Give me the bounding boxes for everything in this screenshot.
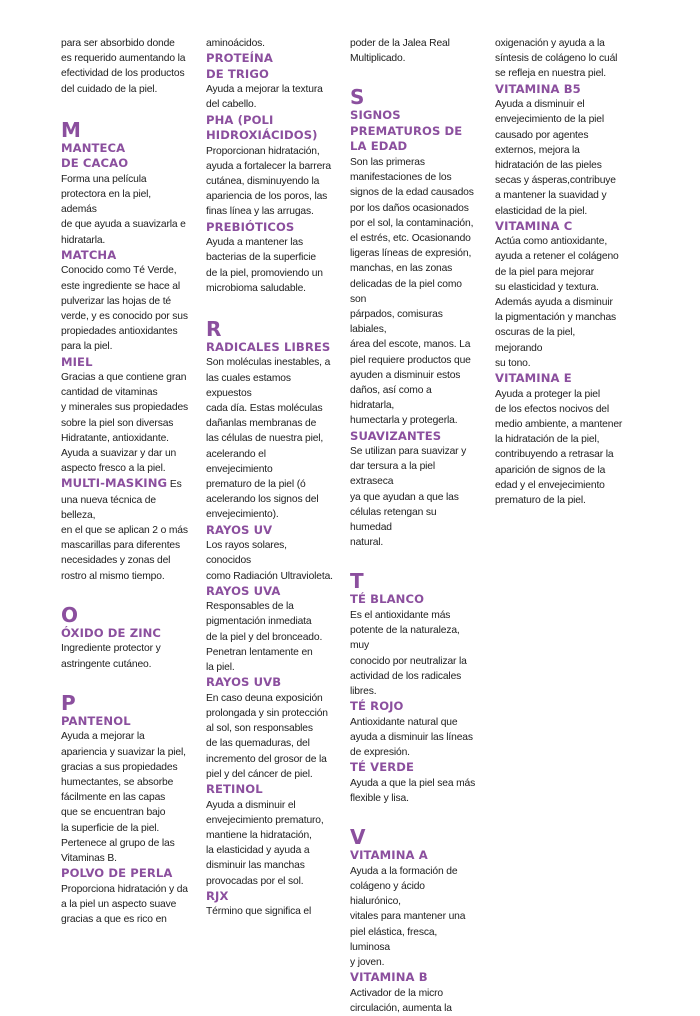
def-manteca-de-cacao: Forma una película protectora en la piel, además de que ayuda a suavizarla e hidratarla. — [61, 173, 186, 246]
term-signos-prematuros: SIGNOS PREMATUROS DE LA EDAD — [350, 108, 463, 154]
def-proteina-de-trigo: Ayuda a mejorar la textura del cabello. — [206, 84, 323, 111]
term-te-blanco: TÉ BLANCO — [350, 592, 425, 607]
term-radicales-libres: RADICALES LIBRES — [206, 339, 331, 354]
col4-intro: oxigenación y ayuda a la síntesis de colágeno lo cuál se refleja en nuestra piel. — [495, 38, 618, 80]
def-suavizantes: Se utilizan para suavizar y dar tersura a la piel extraseca ya que ayudan a que las células retengan su humedad natural. — [350, 446, 467, 549]
term-multi-masking: MULTI-MASKING — [61, 476, 168, 491]
term-pantenol: PANTENOL — [61, 713, 131, 728]
term-te-verde: TÉ VERDE — [350, 760, 415, 775]
def-multi-masking: Es una nueva técnica de belleza, en el que se aplican 2 o más mascarillas para diferentes necesidades y zonas del rostro al mismo tiempo. — [61, 479, 188, 582]
term-rayos-uvb: RAYOS UVB — [206, 675, 282, 690]
multi-masking-entry — [61, 476, 189, 583]
term-matcha: MATCHA — [61, 247, 117, 262]
def-prebioticos: Ayuda a mantener las bacterias de la superficie de la piel, promoviendo un microbioma saludable. — [206, 237, 323, 294]
term-vitamina-b5: VITAMINA B5 — [495, 81, 581, 96]
term-vitamina-b: VITAMINA B — [350, 970, 428, 985]
col3-intro: poder de la Jalea Real Multiplicado. — [350, 38, 450, 65]
def-te-rojo: Antioxidante natural que ayuda a disminuir las líneas de expresión. — [350, 716, 473, 759]
def-rayos-uva: Responsables de la pigmentación inmediata de la piel y del bronceado. Penetran lentamente en la piel. — [206, 601, 323, 674]
def-rjx: Término que significa el — [206, 906, 312, 918]
def-vitamina-a: Ayuda a la formación de colágeno y ácido hialurónico, vitales para mantener una piel elástica, fresca, luminosa y joven. — [350, 865, 466, 968]
def-pha: Proporcionan hidratación, ayuda a fortalecer la barrera cutánea, disminuyendo la apariencia de los poros, las finas línea y las arrugas. — [206, 145, 332, 218]
def-vitamina-b5: Ayuda a disminuir el envejecimiento de la piel causado por agentes externos, mejora la hidratación de las pieles secas y ásperas,contribuye a mantener la suavidad y elasticidad de la piel. — [495, 99, 616, 217]
column-3 — [350, 36, 478, 1016]
term-rayos-uva: RAYOS UVA — [206, 583, 281, 598]
def-polvo-de-perla: Proporciona hidratación y da a la piel un aspecto suave gracias a que es rico en — [61, 883, 188, 926]
term-proteina-de-trigo: PROTEÍNA DE TRIGO — [206, 51, 273, 81]
term-vitamina-a: VITAMINA A — [350, 848, 428, 863]
def-rayos-uvb: En caso deuna exposición prolongada y sin protección al sol, son responsables de las quemaduras, del incremento del grosor de la piel y del cáncer de piel. — [206, 692, 328, 780]
col2-intro: aminoácidos. — [206, 38, 265, 49]
term-pha: PHA (POLI HIDROXIÁCIDOS) — [206, 112, 318, 143]
letter-m-heading: M — [61, 117, 81, 142]
letter-s-heading: S — [350, 85, 365, 110]
term-prebioticos: PREBIÓTICOS — [206, 219, 295, 234]
def-miel: Gracias a que contiene gran cantidad de vitaminas y minerales sus propiedades sobre la piel son diversas Hidratante, antioxidante. Ayuda a suavizar y dar un aspecto fresco a la piel. — [61, 372, 189, 475]
term-vitamina-e: VITAMINA E — [495, 371, 572, 386]
def-oxido-de-zinc: Ingrediente protector y astringente cutáneo. — [61, 643, 161, 670]
def-matcha: Conocido como Té Verde, este ingrediente se hace al pulverizar las hojas de té verde, y es conocido por sus propiedades antioxidantes para la piel. — [61, 265, 188, 353]
letter-t-heading: T — [350, 569, 364, 594]
def-vitamina-e: Ayuda a proteger la piel de los efectos nocivos del medio ambiente, a mantener la hidratación de la piel, contribuyendo a retrasar la aparición de signos de la edad y el envejecimiento prematuro de la piel. — [495, 388, 623, 506]
term-rayos-uv: RAYOS UV — [206, 522, 273, 537]
letter-r-heading: R — [206, 316, 222, 341]
col1-intro: para ser absorbido donde es requerido aumentando la efectividad de los productos del cuidado de la piel. — [61, 38, 186, 95]
term-rjx: RJX — [206, 888, 229, 903]
letter-p-heading: P — [61, 690, 76, 715]
def-te-blanco: Es el antioxidante más potente de la naturaleza, muy conocido por neutralizar la actividad de los radicales libres. — [350, 609, 467, 697]
def-signos-prematuros: Son las primeras manifestaciones de los signos de la edad causados por los daños ocasionados por el sol, la contaminación, el estrés, etc. Ocasionando ligeras líneas de expresión, manchas, en las zonas delicadas de la piel como son párpados, comisuras labiales, área del escote, manos. La piel requiere productos que ayuden a disminuir estos daños, así como a hidratarla, humectarla y protegerla. — [350, 156, 474, 427]
term-polvo-de-perla: POLVO DE PERLA — [61, 866, 173, 881]
letter-o-heading: O — [61, 602, 79, 627]
def-pantenol: Ayuda a mejorar la apariencia y suavizar la piel, gracias a sus propiedades humectantes, se absorbe fácilmente en las capas que se encuentran bajo la superficie de la piel. Pertenece al grupo de las Vitaminas B. — [61, 731, 186, 864]
def-retinol: Ayuda a disminuir el envejecimiento prematuro, mantiene la hidratación, la elasticidad y ayuda a disminuir las manchas provocadas por el sol. — [206, 799, 324, 887]
def-te-verde: Ayuda a que la piel sea más flexible y lisa. — [350, 777, 476, 805]
term-suavizantes: SUAVIZANTES — [350, 428, 442, 443]
term-manteca-de-cacao: MANTECA DE CACAO — [61, 140, 129, 171]
column-2 — [206, 36, 334, 919]
def-vitamina-b: Activador de la micro circulación, aumenta la — [350, 987, 452, 1014]
column-4 — [495, 36, 623, 508]
term-vitamina-c: VITAMINA C — [495, 218, 573, 233]
letter-v-heading: V — [350, 825, 366, 850]
term-retinol: RETINOL — [206, 782, 263, 797]
term-te-rojo: TÉ ROJO — [350, 699, 404, 714]
term-miel: MIEL — [61, 354, 93, 369]
def-radicales-libres: Son moléculas inestables, a las cuales estamos expuestos cada día. Estas moléculas dañanlas membranas de las células de nuestra piel, acelerando el envejecimiento prematuro de la piel (ó acelerando los signos del envejecimiento). — [206, 357, 331, 521]
def-vitamina-c: Actúa como antioxidante, ayuda a retener el colágeno de la piel para mejorar su elasticidad y textura. Además ayuda a disminuir la pigmentación y manchas oscuras de la piel, mejorando su tono. — [495, 236, 619, 369]
def-rayos-uv: Los rayos solares, conocidos como Radiación Ultravioleta. — [206, 540, 333, 582]
column-1 — [61, 36, 189, 927]
term-oxido-de-zinc: ÓXIDO DE ZINC — [61, 625, 162, 640]
